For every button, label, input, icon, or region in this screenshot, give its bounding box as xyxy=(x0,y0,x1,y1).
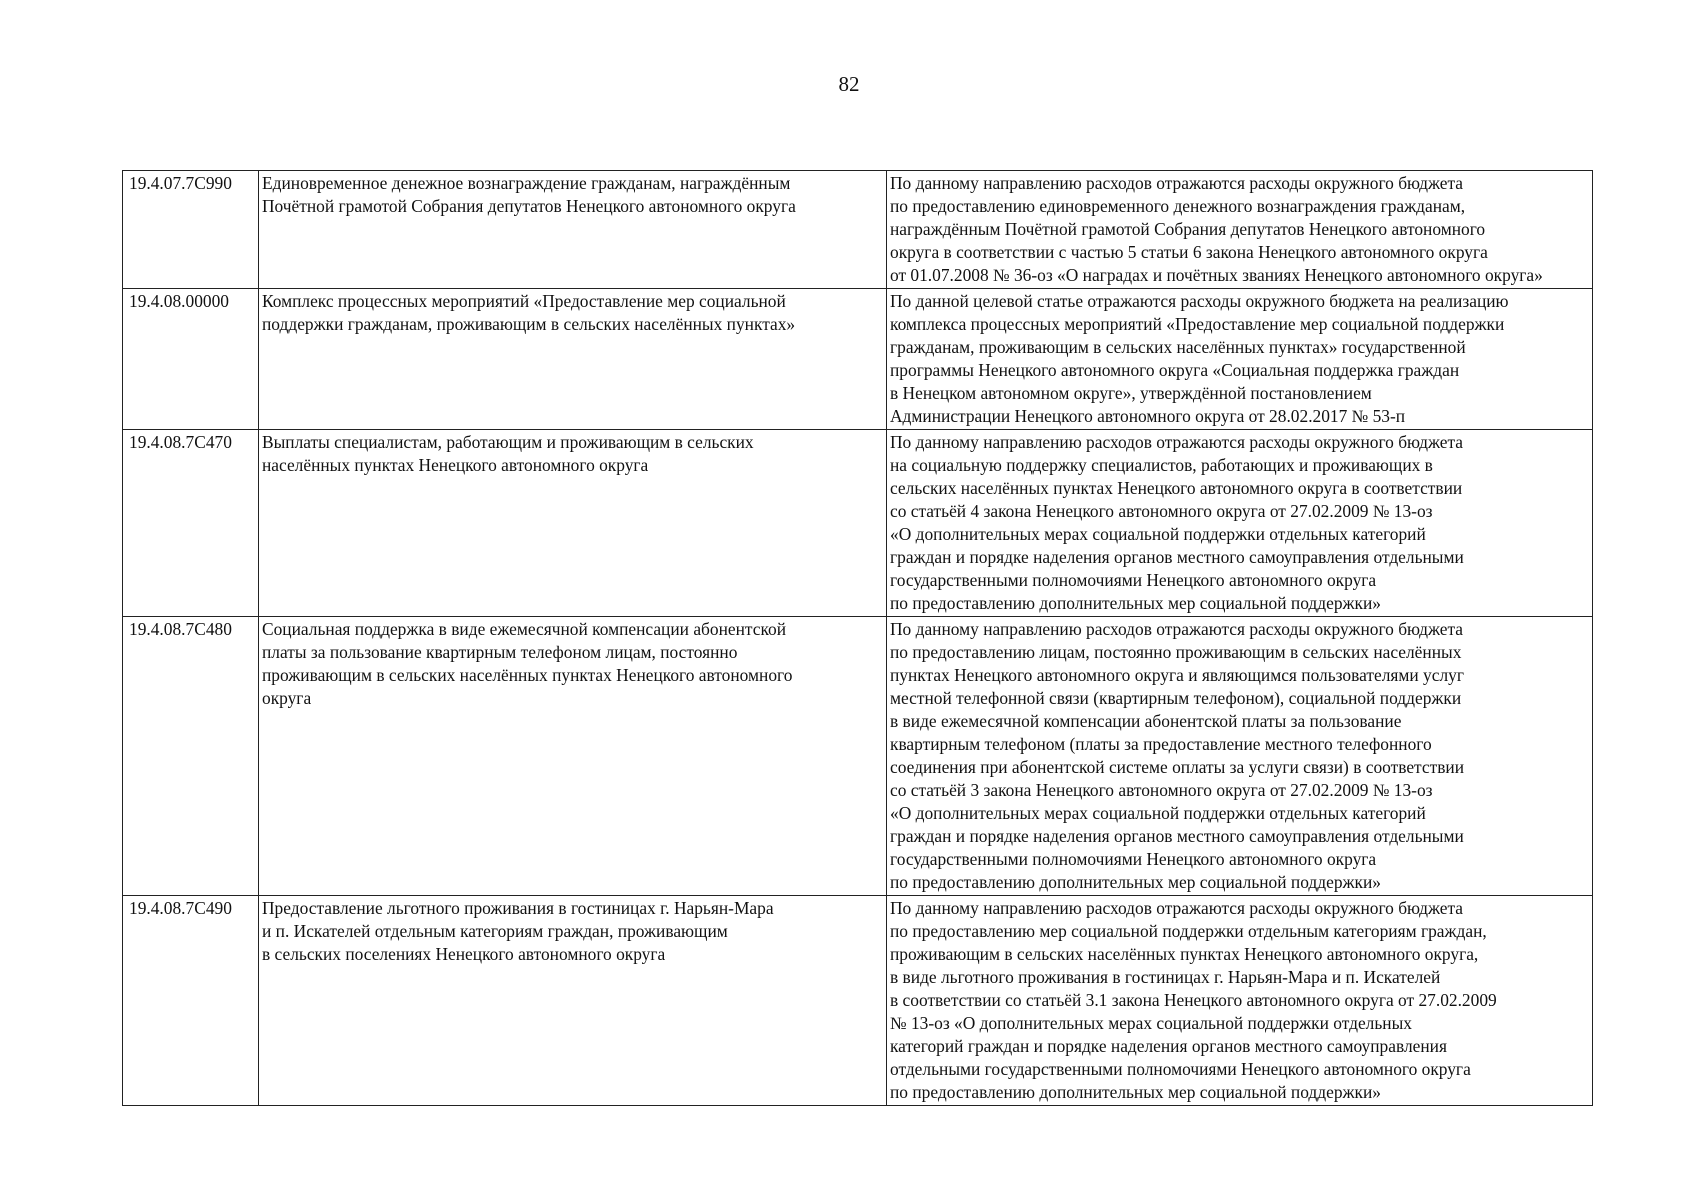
row-name: Предоставление льготного проживания в гостиницах г. Нарьян-Мара и п. Искателей отдельным категориям граждан, проживающим в сельских поселениях Ненецкого автономного округа xyxy=(259,896,887,1106)
page-number: 82 xyxy=(838,72,860,96)
table-row xyxy=(123,430,1593,617)
row-code: 19.4.08.7С470 xyxy=(123,430,259,617)
row-description: По данному направлению расходов отражаются расходы окружного бюджета по предоставлению единовременного денежного вознаграждения гражданам, награждённым Почётной грамотой Собрания депутатов Ненецкого автономного округа в соответствии с частью 5 статьи 6 закона Ненецкого автономного округа от 01.07.2008 № 36-оз «О наградах и почётных званиях Ненецкого автономного округа» xyxy=(887,171,1593,289)
row-name: Единовременное денежное вознаграждение гражданам, награждённым Почётной грамотой Собрания депутатов Ненецкого автономного округа xyxy=(259,171,887,289)
table-row xyxy=(123,171,1593,289)
row-description: По данному направлению расходов отражаются расходы окружного бюджета по предоставлению лицам, постоянно проживающим в сельских населённых пунктах Ненецкого автономного округа и являющимся пользователями услуг местной телефонной связи (квартирным телефоном), социальной поддержки в виде ежемесячной компенсации абонентской платы за пользование квартирным телефоном (платы за предоставление местного телефонного соединения при абонентской системе оплаты за услуги связи) в соответствии со статьёй 3 закона Ненецкого автономного округа от 27.02.2009 № 13-оз «О дополнительных мерах социальной поддержки отдельных категорий граждан и порядке наделения органов местного самоуправления отдельными государственными полномочиями Ненецкого автономного округа по предоставлению дополнительных мер социальной поддержки» xyxy=(887,617,1593,896)
row-name: Социальная поддержка в виде ежемесячной компенсации абонентской платы за пользование квартирным телефоном лицам, постоянно проживающим в сельских населённых пунктах Ненецкого автономного округа xyxy=(259,617,887,896)
budget-classification-table xyxy=(122,170,1593,1106)
row-name: Комплекс процессных мероприятий «Предоставление мер социальной поддержки гражданам, проживающим в сельских населённых пунктах» xyxy=(259,289,887,430)
row-name: Выплаты специалистам, работающим и проживающим в сельских населённых пунктах Ненецкого автономного округа xyxy=(259,430,887,617)
row-description: По данному направлению расходов отражаются расходы окружного бюджета на социальную поддержку специалистов, работающих и проживающих в сельских населённых пунктах Ненецкого автономного округа в соответствии со статьёй 4 закона Ненецкого автономного округа от 27.02.2009 № 13-оз «О дополнительных мерах социальной поддержки отдельных категорий граждан и порядке наделения органов местного самоуправления отдельными государственными полномочиями Ненецкого автономного округа по предоставлению дополнительных мер социальной поддержки» xyxy=(887,430,1593,617)
row-description: По данному направлению расходов отражаются расходы окружного бюджета по предоставлению мер социальной поддержки отдельным категориям граждан, проживающим в сельских населённых пунктах Ненецкого автономного округа, в виде льготного проживания в гостиницах г. Нарьян-Мара и п. Искателей в соответствии со статьёй 3.1 закона Ненецкого автономного округа от 27.02.2009 № 13-оз «О дополнительных мерах социальной поддержки отдельных категорий граждан и порядке наделения органов местного самоуправления отдельными государственными полномочиями Ненецкого автономного округа по предоставлению дополнительных мер социальной поддержки» xyxy=(887,896,1593,1106)
table-row xyxy=(123,289,1593,430)
row-description: По данной целевой статье отражаются расходы окружного бюджета на реализацию комплекса процессных мероприятий «Предоставление мер социальной поддержки гражданам, проживающим в сельских населённых пунктах» государственной программы Ненецкого автономного округа «Социальная поддержка граждан в Ненецком автономном округе», утверждённой постановлением Администрации Ненецкого автономного округа от 28.02.2017 № 53-п xyxy=(887,289,1593,430)
row-code: 19.4.08.00000 xyxy=(123,289,259,430)
row-code: 19.4.08.7С490 xyxy=(123,896,259,1106)
row-code: 19.4.07.7С990 xyxy=(123,171,259,289)
table-row xyxy=(123,617,1593,896)
table-row xyxy=(123,896,1593,1106)
row-code: 19.4.08.7С480 xyxy=(123,617,259,896)
